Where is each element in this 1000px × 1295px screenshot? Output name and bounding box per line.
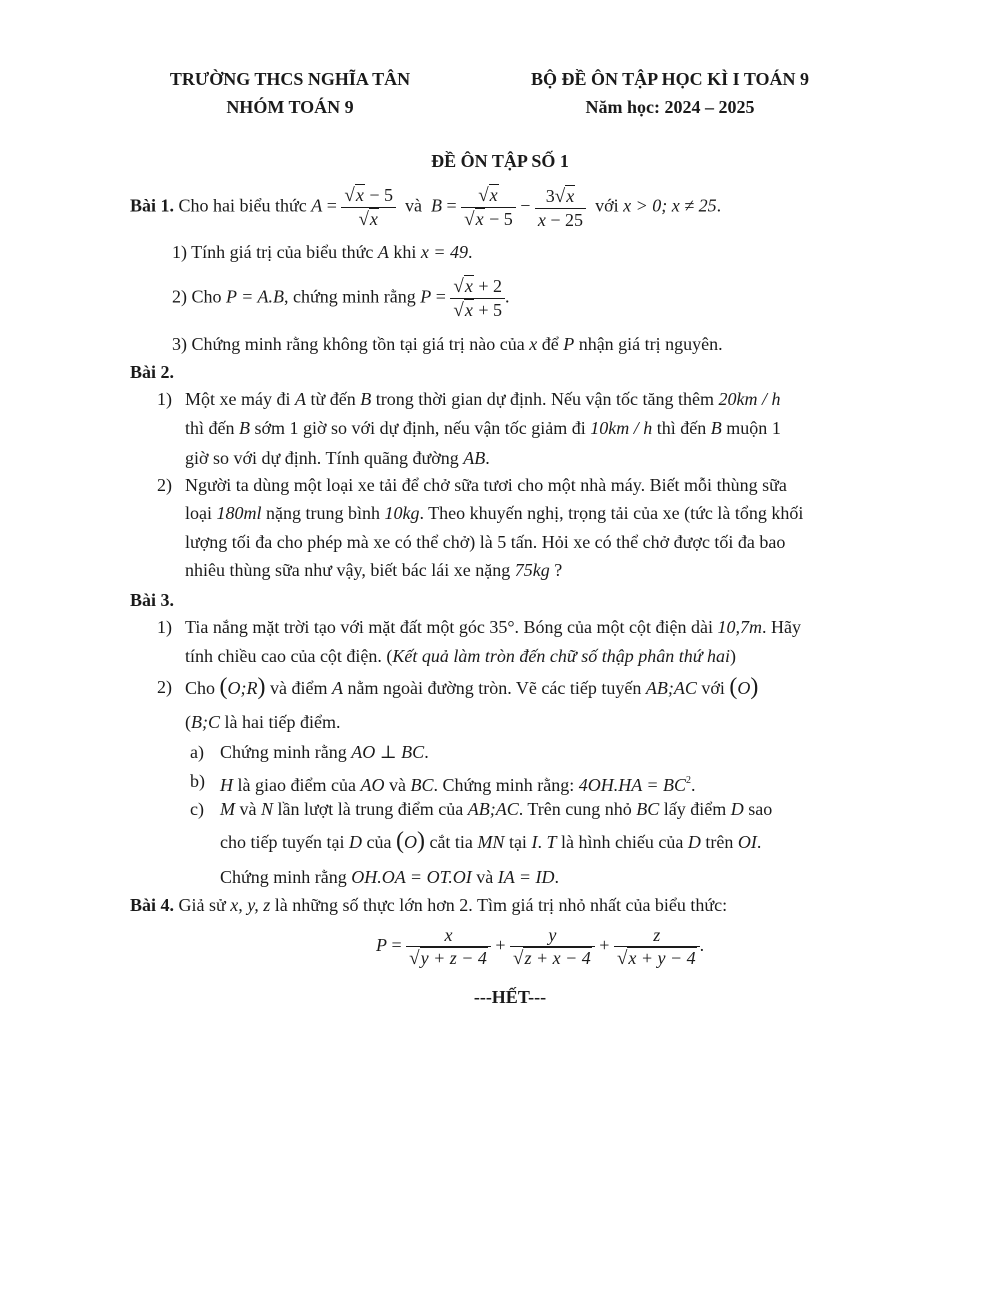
fraction-a: $\frac{√x - 5}{√x}$	[341, 185, 396, 230]
t: BC	[636, 799, 660, 819]
page-title: ĐỀ ÔN TẬP SỐ 1	[431, 151, 569, 171]
t: là hình chiếu của	[560, 832, 684, 852]
rounding-note: Kết quả làm tròn đến chữ số thập phân thứ hai	[392, 646, 731, 666]
fraction-b2: $\frac{3√x}{x - 25}$	[535, 186, 586, 230]
t: AO	[360, 775, 385, 795]
bai3-p2-line2	[185, 711, 340, 733]
frac-y: $\frac{y}{√z + x - 4}$	[510, 925, 595, 969]
t: M	[220, 799, 235, 819]
t: . Bóng của một cột điện dài	[514, 617, 714, 637]
fraction-p: $\frac{√x + 2}{√x + 5}$	[450, 276, 505, 321]
q3-end: nhận giá trị nguyên.	[578, 334, 723, 354]
t: B;C	[191, 712, 220, 732]
t: Tia nắng mặt trời tạo với mặt đất một góc	[185, 617, 485, 637]
t: N	[261, 799, 274, 819]
t: IA = ID	[497, 867, 555, 887]
bai3-p2-num: 2)	[157, 677, 172, 697]
driver-weight: 75kg	[514, 560, 550, 580]
bai2-p2-line1: Người ta dùng một loại xe tải để chở sữa tươi cho một nhà máy. Biết mỗi thùng sữa	[185, 475, 787, 495]
t: O	[737, 678, 751, 698]
school-name: TRƯỜNG THCS NGHĨA TÂN	[169, 69, 411, 89]
bai1-statement: Bài 1. Cho hai biểu thức A = $\frac{√x - 5}{√x}$ và B = $\frac{√x}{√x - 5}$ − $\frac{3√x}{x - 25}$ với x > 0; x ≠ 25.	[130, 185, 722, 230]
t: với	[701, 678, 725, 698]
t: 1	[771, 418, 781, 438]
bai2-p2-num: 2)	[157, 475, 172, 495]
t: trên	[705, 832, 734, 852]
t: . Hãy	[762, 617, 802, 637]
t: và	[476, 867, 494, 887]
t: MN	[477, 832, 505, 852]
bai2-p1-line2: thì đến B sớm 1 giờ so với dự định, nếu vận tốc giảm đi 10km / h thì đến B muộn 1	[185, 418, 781, 438]
t: Chứng minh rằng	[220, 867, 347, 887]
circle-def: O;R	[227, 678, 258, 698]
q2-prove: , chứng minh rằng	[283, 286, 416, 307]
t: D	[730, 799, 744, 819]
bai3-b-text: H là giao điểm của AO và BC. Chứng minh rằng: $4OH.HA = BC^2$.	[220, 775, 696, 795]
q3-text: 3) Chứng minh rằng không tồn tại giá trị nào của	[172, 334, 525, 354]
t: nặng trung bình	[266, 503, 380, 523]
t: H	[220, 775, 233, 795]
bai3-p1-line1	[185, 616, 801, 638]
volume: 180ml	[216, 503, 262, 523]
t: . Trên cung nhỏ	[518, 799, 632, 819]
t: là giao điểm của	[237, 775, 356, 795]
t: . Chứng minh rằng:	[433, 775, 575, 795]
bai2-p2-line2	[185, 502, 803, 524]
t: là hai tiếp điểm.	[224, 712, 341, 732]
q3-so: để	[541, 334, 559, 354]
exam-set-title: BỘ ĐỀ ÔN TẬP HỌC KÌ I TOÁN 9	[530, 69, 810, 89]
t: . Theo khuyến nghị, trọng tải của xe (tức là tổng khối	[419, 503, 804, 523]
bai1-intro: Cho hai biểu thức	[178, 195, 307, 216]
t: trong thời gian dự định. Nếu vận tốc tăng thêm	[375, 389, 714, 409]
bai3-p1-num: 1)	[157, 617, 172, 637]
t: tấn. Hỏi xe có thể chở được tối đa bao	[510, 532, 786, 552]
t: thì đến	[185, 418, 235, 438]
variables: x, y, z	[230, 895, 271, 915]
bai3-a-text: Chứng minh rằng AO ⊥ BC.	[220, 742, 429, 762]
bai2-p2-line3	[185, 531, 785, 553]
t: Chứng minh rằng	[220, 742, 347, 762]
tons: 5	[497, 532, 507, 552]
fraction-b1: $\frac{√x}{√x - 5}$	[461, 185, 516, 230]
angle: 35°	[489, 617, 515, 637]
bai1-q1: 1) Tính giá trị của biểu thức A khi x = 49.	[172, 242, 473, 262]
bai1-q2: 2) Cho P = A.B, chứng minh rằng P = $\frac{√x + 2}{√x + 5}$ .	[172, 276, 510, 321]
bai2-p2-line4	[185, 559, 562, 581]
t: cắt tia	[429, 832, 473, 852]
t: loại	[185, 503, 212, 523]
tangents: AB;AC	[645, 678, 697, 698]
t: ?	[554, 560, 563, 580]
t: giờ so với dự định. Tính quãng đường	[185, 448, 459, 468]
bai3-c-line3: Chứng minh rằng OH.OA = OT.OI và IA = ID.	[220, 867, 560, 887]
t: BC	[410, 775, 434, 795]
t: lấy điểm	[663, 799, 727, 819]
speed-increase: 20km / h	[718, 389, 781, 409]
condition: x > 0; x ≠ 25	[623, 195, 717, 216]
t: lần lượt là trung điểm của	[277, 799, 464, 819]
q1-value: x = 49	[420, 242, 469, 262]
bai3-c-line1	[220, 798, 772, 820]
bai2-label: Bài 2.	[130, 362, 175, 382]
t: và	[388, 775, 406, 795]
q2-text: 2) Cho	[172, 286, 222, 307]
school-year: Năm học: 2024 – 2025	[585, 97, 755, 117]
t: AB	[463, 448, 486, 468]
bai3-p1-line2	[185, 645, 736, 667]
q2-p-def: P = A.B	[226, 286, 284, 307]
t: cho tiếp tuyến tại	[220, 832, 345, 852]
bai3-b-label: b)	[190, 771, 205, 791]
group-name: NHÓM TOÁN 9	[226, 97, 354, 117]
t: Cho	[185, 678, 216, 698]
t: là những số thực lớn hơn 2. Tìm giá trị nhỏ nhất của biểu thức:	[274, 895, 728, 915]
t: và điểm	[270, 678, 328, 698]
t: tính chiều cao của cột điện. (	[185, 646, 393, 666]
t: Giả sử	[178, 895, 226, 915]
bai3-a-label: a)	[190, 742, 204, 762]
t: thì đến	[656, 418, 707, 438]
bai3-c-line2: cho tiếp tuyến tại D của (O) cắt tia MN tại I. T là hình chiếu của D trên OI.	[220, 828, 762, 854]
bai2-p1-line1: Một xe máy đi A từ đến B trong thời gian dự định. Nếu vận tốc tăng thêm 20km / h	[185, 389, 781, 409]
t: nhiêu thùng sữa như vậy, biết bác lái xe nặng	[185, 560, 511, 580]
frac-z: $\frac{z}{√x + y - 4}$	[614, 925, 700, 969]
t: nằm ngoài đường tròn. Vẽ các tiếp tuyến	[347, 678, 642, 698]
q1-text: 1) Tính giá trị của biểu thức	[172, 242, 374, 262]
bai2-p1-line3: giờ so với dự định. Tính quãng đường AB.	[185, 448, 490, 468]
t: 1	[289, 418, 299, 438]
t: giờ so với dự định, nếu vận tốc giảm đi	[303, 418, 586, 438]
bai4-statement	[130, 894, 727, 916]
bai3-p2-line1: Cho (O;R) và điểm A nằm ngoài đường tròn. Vẽ các tiếp tuyến AB;AC với (O)	[185, 674, 759, 700]
t: muộn	[726, 418, 768, 438]
bai1-q3: 3) Chứng minh rằng không tồn tại giá trị nào của x để P nhận giá trị nguyên.	[172, 334, 723, 354]
t: OI	[737, 832, 757, 852]
bai3-label: Bài 3.	[130, 590, 175, 610]
t: (	[185, 712, 191, 732]
t: sao	[748, 799, 773, 819]
t: từ đến	[310, 389, 356, 409]
bai1-label: Bài 1.	[130, 195, 175, 216]
t: và	[239, 799, 257, 819]
t: OH.OA = OT.OI	[351, 867, 472, 887]
bai4-expression: P = $\frac{x}{√y + z - 4}$ + $\frac{y}{√z + x - 4}$ + $\frac{z}{√x + y - 4}$ .	[376, 925, 705, 969]
t: sớm	[254, 418, 286, 438]
shadow-length: 10,7m	[717, 617, 763, 637]
bai4-label: Bài 4.	[130, 895, 175, 915]
and-text: và	[405, 195, 422, 216]
t: AB;AC	[467, 799, 519, 819]
t: lượng tối đa cho phép mà xe có thể chở) là	[185, 532, 493, 552]
end-mark: ---HẾT---	[473, 987, 547, 1007]
t: tại	[508, 832, 527, 852]
t: T	[546, 832, 557, 852]
equality-expr: 4OH.HA = BC	[578, 775, 687, 795]
bai3-c-label: c)	[190, 799, 204, 819]
t: I	[531, 832, 538, 852]
weight: 10kg	[384, 503, 420, 523]
bai2-p1-num: 1)	[157, 389, 172, 409]
perpendicular-expr: AO ⊥ BC	[351, 742, 425, 762]
t: Một xe máy đi	[185, 389, 291, 409]
t: )	[730, 646, 737, 666]
speed-decrease: 10km / h	[590, 418, 653, 438]
t: của	[366, 832, 392, 852]
frac-x: $\frac{x}{√y + z - 4}$	[406, 925, 491, 969]
q1-when: khi	[393, 242, 417, 262]
with-text: với	[595, 195, 619, 216]
